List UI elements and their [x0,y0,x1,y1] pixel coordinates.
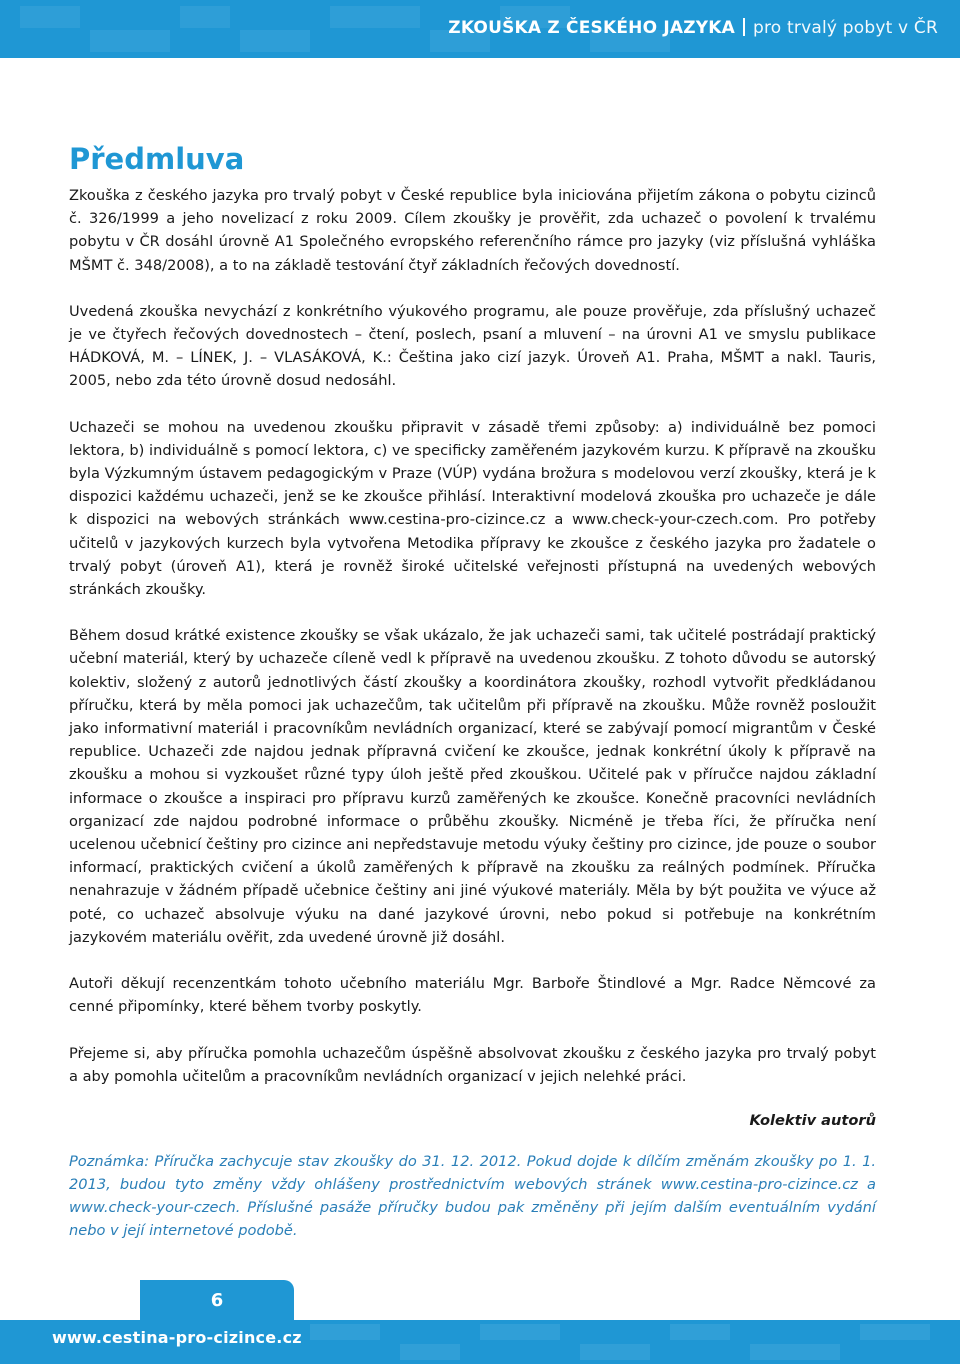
paragraph-5: Autoři děkují recenzentkám tohoto učebního materiálu Mgr. Barboře Štindlové a Mgr. Radce Němcové za cenné připomínky, které během tvorby poskytly. [69,975,876,1016]
paragraph-1: Zkouška z českého jazyka pro trvalý pobyt v České republice byla iniciována přijetím zákona o pobytu cizinců č. 326/1999 a jeho novelizací z roku 2009. Cílem zkoušky je prověřit, zda uchazeč o povolení k trvalému pobytu v ČR dosáhl úrovně A1 Společného evropského referenčního rámce pro jazyky (viz příslušná vyhláška MŠMT č. 348/2008), a to na základě testování čtyř základních řečových dovedností. [69,187,876,274]
header-title-main: ZKOUŠKA Z ČESKÉHO JAZYKA [448,18,735,38]
footnote: Poznámka: Příručka zachycuje stav zkoušky do 31. 12. 2012. Pokud dojde k dílčím změnám zkoušky po 1. 1. 2013, budou tyto změny vždy ohlášeny prostřednictvím webových stránek www.cestina-pro-cizince.cz a www.check-your-czech. Příslušné pasáže příručky budou pak změněny při jejím dalším eventuálním vydání nebo v její internetové podobě. [69,1152,876,1240]
page-number: 6 [210,1290,224,1311]
header-band [0,0,960,58]
paragraph-3: Uchazeči se mohou na uvedenou zkoušku připravit v zásadě třemi způsoby: a) individuálně bez pomoci lektora, b) individuálně s pomocí lektora, c) ve specificky zaměřeném jazykovém kurzu. K přípravě na zkoušku byla Výzkumným ústavem pedagogickým v Praze (VÚP) vydána brožura s modelovou verzí zkoušky, která je k dispozici každému uchazeči, jenž se ke zkoušce přihlásí. Interaktivní modelová zkouška pro uchazeče je dále k dispozici na webových stránkách www.cestina-pro-cizince.cz a www.check-your-czech.com. Pro potřeby učitelů v jazykových kurzech byla vytvořena Metodika přípravy ke zkoušce z českého jazyka pro žadatele o trvalý pobyt (úroveň A1), která je rovněž široké učitelské veřejnosti přístupná na uvedených webových stránkách zkoušky. [69,418,876,599]
paragraph-4: Během dosud krátké existence zkoušky se však ukázalo, že jak uchazeči sami, tak učitelé postrádají praktický učební materiál, který by uchazeče cíleně vedl k přípravě na uvedenou zkoušku. Z tohoto důvodu se autorský kolektiv, složený z autorů jednotlivých částí zkoušky a koordinátora zkoušky, rozhodl vytvořit předkládanou příručku, která by měla pomoci jak uchazečům, tak učitelům při přípravě na zkoušku. Může rovněž posloužit jako informativní materiál i pracovníkům nevládních organizací, které se zabývají pomocí migrantům v České republice. Uchazeči zde najdou jednak přípravná cvičení ke zkoušce, jednak konkrétní úkoly k přípravě na zkoušku a mohou si vyzkoušet různé typy úloh ještě před zkouškou. Učitelé pak v příručce najdou základní informace o zkoušce a inspiraci pro přípravu kurzů zaměřených ke zkoušce. Konečně pracovníci nevládních organizací zde najdou podrobné informace o průběhu zkoušky. Nicméně je třeba říci, že příručka není ucelenou učebnicí češtiny pro cizince ani nepředstavuje metodu výuky češtiny pro cizince, jde pouze o soubor informací, praktických cvičení a úkolů zaměřených k přípravě na zkoušku za reálných podmínek. Příručka nenahrazuje v žádném případě učebnice češtiny ani jiné výukové materiály. Měla by být použita ve výuce až poté, co uchazeč absolvuje výuku na dané jazykové úrovni, nebo pokud si potřebuje na konkrétním jazykovém materiálu ověřit, zda uvedené úrovně již dosáhl. [69,627,876,946]
header-title [448,18,938,38]
footer-website-link[interactable]: www.cestina-pro-cizince.cz [52,1328,302,1347]
page-heading: Předmluva [69,142,245,176]
header-title-sub: pro trvalý pobyt v ČR [753,18,938,38]
paragraph-6: Přejeme si, aby příručka pomohla uchazečům úspěšně absolvovat zkoušku z českého jazyka pro trvalý pobyt a aby pomohla učitelům a pracovníkům nevládních organizací v jejich nelehké práci. [69,1044,876,1085]
page-number-tab [140,1280,294,1324]
footer-pattern [300,1320,960,1364]
signature: Kolektiv autorů [749,1111,876,1129]
header-divider [743,18,745,36]
paragraph-2: Uvedená zkouška nevychází z konkrétního výukového programu, ale pouze prověřuje, zda příslušný uchazeč je ve čtyřech řečových dovednostech – čtení, poslech, psaní a mluvení – na úrovni A1 ve smyslu publikace HÁDKOVÁ, M. – LÍNEK, J. – VLASÁKOVÁ, K.: Čeština jako cizí jazyk. Úroveň A1. Praha, MŠMT a nakl. Tauris, 2005, nebo zda této úrovně dosud nedosáhl. [69,302,876,390]
body-text [69,184,876,1155]
